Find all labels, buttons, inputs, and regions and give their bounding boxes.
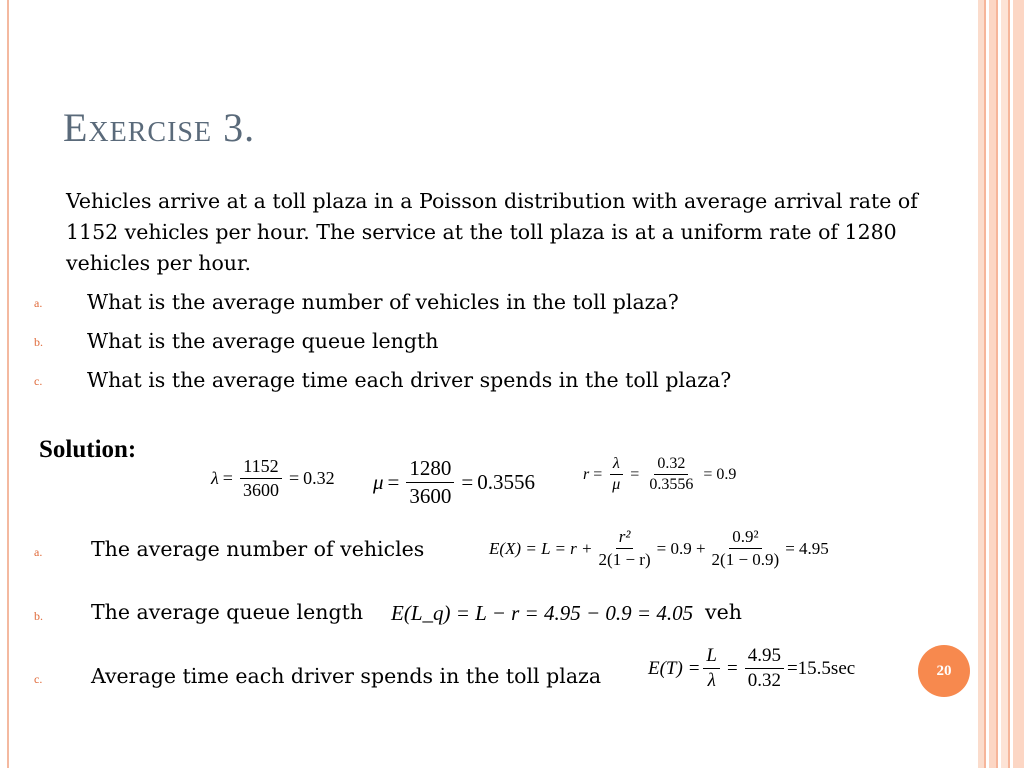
unit-label: veh	[705, 600, 742, 624]
equation-result: =15.5sec	[786, 657, 856, 679]
equation-result: 0.9	[716, 465, 737, 483]
fraction-numerator: 4.95	[745, 645, 784, 669]
solution-part-text: The average queue length	[91, 600, 364, 624]
slide-frame-stripe	[1001, 0, 1008, 768]
page-number-badge: 20	[918, 645, 970, 697]
slide-frame-left	[7, 0, 9, 768]
slide-frame-stripe	[984, 0, 986, 768]
list-marker: a.	[34, 545, 43, 559]
queue-length-equation	[391, 601, 693, 626]
list-marker: b.	[34, 609, 43, 623]
solution-part-text: Average time each driver spends in the toll plaza	[91, 664, 602, 688]
question-text: What is the average number of vehicles in the toll plaza?	[87, 290, 679, 314]
fraction-denominator: μ	[612, 476, 621, 493]
solution-part-text: The average number of vehicles	[91, 537, 425, 561]
problem-statement: Vehicles arrive at a toll plaza in a Poisson distribution with average arrival rate of 1152 vehicles per hour. The service at the toll plaza is at a uniform rate of 1280 vehicles per hour.	[66, 189, 918, 275]
question-text: What is the average time each driver spends in the toll plaza?	[87, 368, 732, 392]
fraction-denominator: 0.3556	[649, 476, 694, 493]
fraction-denominator: 0.32	[747, 670, 781, 691]
list-marker: b.	[34, 335, 43, 349]
utilization-equation: r = $\frac{\lambda}{\mu}$ = $\frac{0.32}{0.3556}$ = 0.9	[583, 455, 737, 493]
fraction-denominator: 2(1 − r)	[598, 550, 651, 569]
equation-result: 0.3556	[477, 470, 535, 494]
mu-equation: μ = $\frac{1280}{3600}$ = 0.3556	[373, 456, 535, 508]
fraction-denominator: λ	[707, 670, 716, 691]
slide-title: Exercise 3.	[63, 105, 256, 150]
slide-frame-stripe	[1013, 0, 1024, 768]
fraction-numerator: 1280	[406, 456, 454, 483]
equation-result: = 4.95	[785, 538, 829, 558]
equation-lhs: E(X) = L = r +	[489, 538, 593, 558]
r-symbol: r	[583, 465, 590, 483]
solution-label: Solution:	[39, 436, 137, 463]
slide-frame-stripe	[989, 0, 996, 768]
fraction-numerator: 1152	[240, 456, 281, 479]
fraction-numerator: 0.9²	[729, 527, 761, 549]
time-in-system-equation: E(T) = $\frac{L}{\lambda}$ = $\frac{4.95}{0.32}$ =15.5sec	[648, 645, 856, 691]
lambda-equation: λ = $\frac{1152}{3600}$ = 0.32	[211, 456, 335, 500]
fraction-numerator: r²	[616, 527, 634, 549]
fraction-denominator: 2(1 − 0.9)	[711, 550, 780, 569]
slide-frame-stripe	[996, 0, 998, 768]
fraction-numerator: L	[703, 645, 720, 669]
slide-frame-stripe	[1008, 0, 1010, 768]
fraction-numerator: 0.32	[654, 455, 688, 475]
equation-middle: = 0.9 +	[656, 538, 706, 558]
expected-vehicles-equation	[489, 527, 829, 570]
lambda-symbol: λ	[211, 468, 219, 488]
list-marker: a.	[34, 296, 43, 310]
equation-text: E(L_q) = L − r = 4.95 − 0.9 = 4.05	[391, 601, 694, 625]
list-marker: c.	[34, 672, 43, 686]
fraction-denominator: 3600	[242, 480, 279, 500]
fraction-numerator: λ	[610, 455, 623, 475]
list-marker: c.	[34, 374, 43, 388]
mu-symbol: μ	[373, 470, 384, 494]
equation-lhs: E(T) =	[648, 657, 701, 679]
fraction-denominator: 3600	[409, 484, 452, 508]
question-text: What is the average queue length	[87, 329, 439, 353]
equation-result: 0.32	[303, 468, 335, 488]
